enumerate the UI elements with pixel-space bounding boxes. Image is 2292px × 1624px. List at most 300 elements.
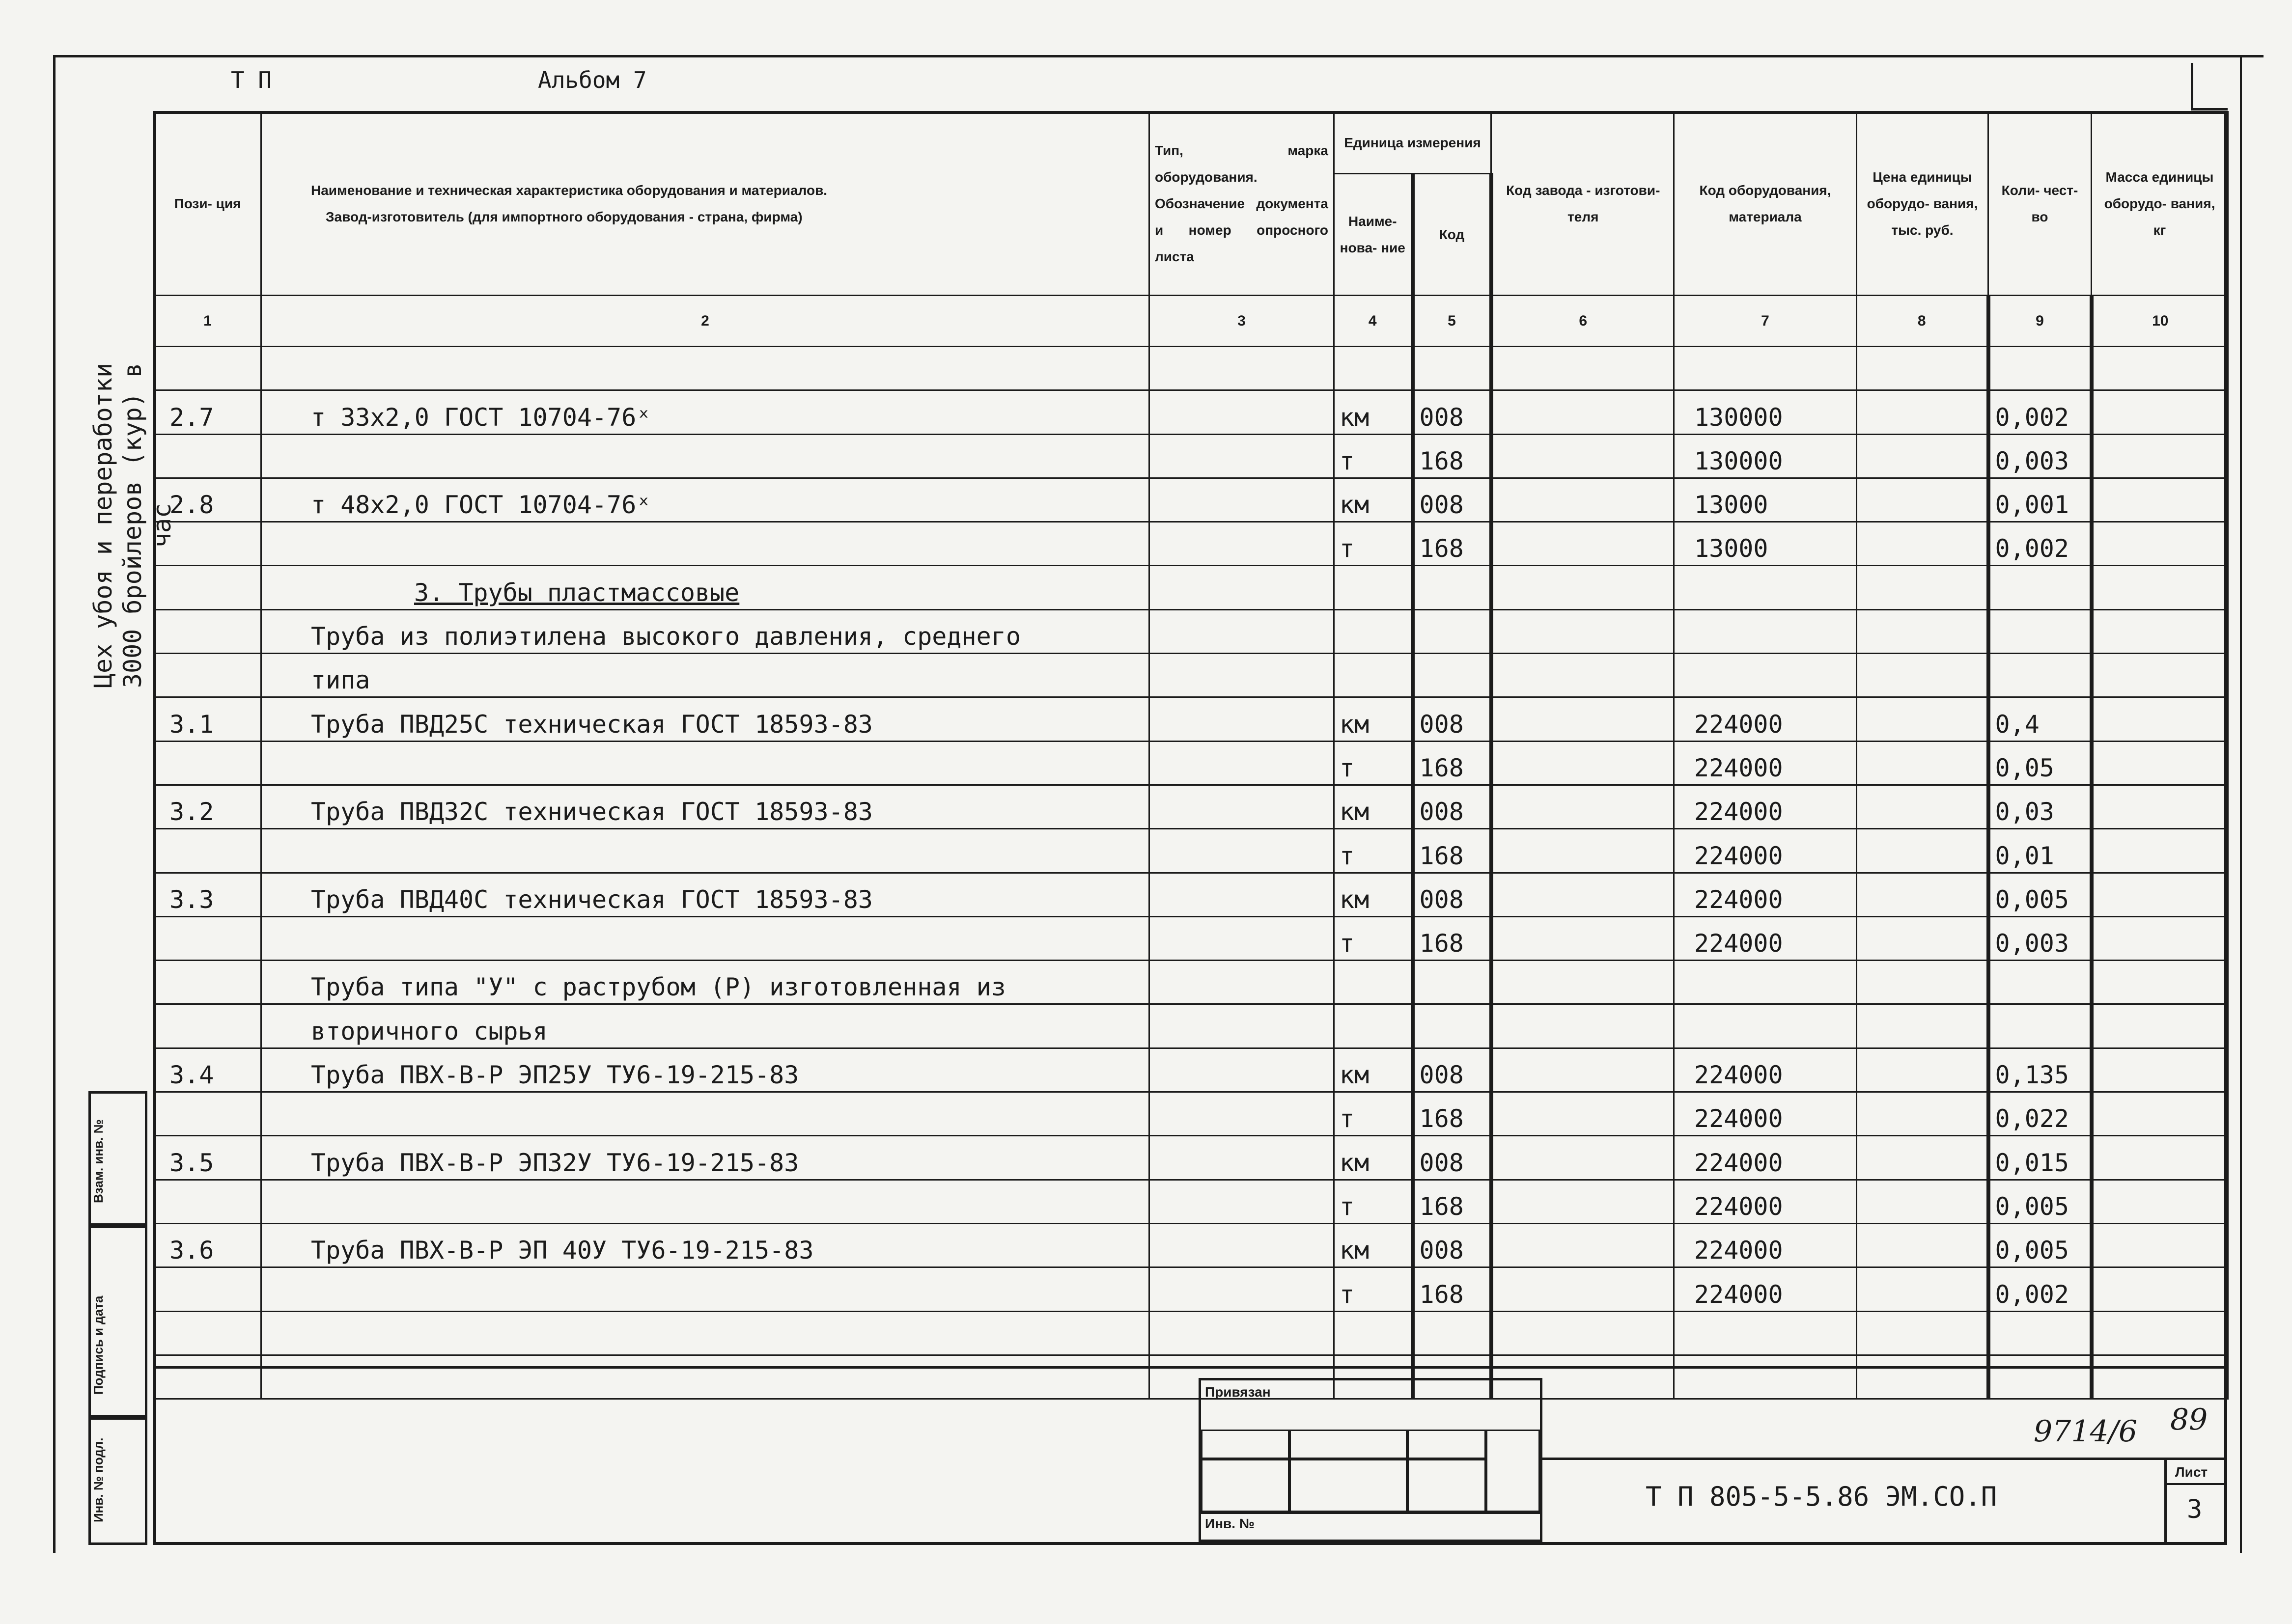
row-material-code: 224000 [1674, 1136, 1857, 1180]
table-row [154, 829, 2228, 873]
row-unit-code: 008 [1413, 390, 1491, 434]
row-position [154, 1092, 261, 1136]
row-type [1149, 390, 1334, 434]
row-type [1149, 1223, 1334, 1267]
row-price [1857, 390, 1988, 434]
row-factory-code [1491, 961, 1674, 1004]
table-row [154, 347, 2228, 390]
row-mass [2092, 566, 2228, 609]
row-name [261, 741, 1149, 785]
row-quantity [1988, 566, 2092, 609]
table-row [154, 1355, 2228, 1399]
column-number-9: 9 [1988, 296, 2092, 347]
row-name: Труба типа "У" с раструбом (Р) изготовленная из [261, 961, 1149, 1004]
row-material-code [1674, 609, 1857, 653]
row-type [1149, 609, 1334, 653]
row-mass [2092, 785, 2228, 828]
row-mass [2092, 1092, 2228, 1136]
row-position [154, 347, 261, 390]
row-name [261, 434, 1149, 478]
outer-left-border [53, 55, 56, 1553]
table-row [154, 873, 2228, 916]
table-row [154, 1311, 2228, 1355]
row-unit: т [1334, 1092, 1413, 1136]
row-mass [2092, 873, 2228, 916]
replacement-inv-box [88, 1091, 147, 1226]
row-material-code [1674, 566, 1857, 609]
row-unit-code: 008 [1413, 785, 1491, 828]
table-row [154, 522, 2228, 566]
column-number-1: 1 [154, 296, 261, 347]
row-unit-code: 168 [1413, 1180, 1491, 1223]
row-factory-code [1491, 390, 1674, 434]
row-unit-code [1413, 654, 1491, 697]
row-name [261, 1311, 1149, 1355]
row-position [154, 1267, 261, 1311]
row-position [154, 916, 261, 960]
table-row [154, 1004, 2228, 1048]
row-unit-code: 008 [1413, 1136, 1491, 1180]
binding-box [1199, 1378, 1542, 1542]
row-unit-code: 168 [1413, 434, 1491, 478]
left-stamp-column [88, 1091, 150, 1545]
row-quantity: 0,001 [1988, 478, 2092, 522]
row-material-code: 224000 [1674, 1092, 1857, 1136]
row-position [154, 522, 261, 566]
binding-grid-1 [1201, 1430, 1289, 1459]
row-name: 3. Трубы пластмассовые [261, 566, 1149, 609]
table-row [154, 961, 2228, 1004]
row-position [154, 1004, 261, 1048]
row-price [1857, 785, 1988, 828]
row-factory-code [1491, 1136, 1674, 1180]
row-type [1149, 1004, 1334, 1048]
bound-label: Привязан [1205, 1384, 1271, 1400]
series-label: Т П [231, 67, 272, 93]
row-price [1857, 1267, 1988, 1311]
binding-grid-7 [1486, 1430, 1540, 1512]
row-quantity: 0,005 [1988, 1223, 2092, 1267]
row-material-code: 13000 [1674, 478, 1857, 522]
row-factory-code [1491, 1311, 1674, 1355]
page-handwritten: 89 [2170, 1403, 2208, 1437]
row-position: 3.6 [154, 1223, 261, 1267]
table-row [154, 1223, 2228, 1267]
header-unit-code: Код [1413, 174, 1491, 296]
row-quantity: 0,022 [1988, 1092, 2092, 1136]
row-position: 3.2 [154, 785, 261, 828]
row-quantity [1988, 1004, 2092, 1048]
row-unit-code [1413, 609, 1491, 653]
row-mass [2092, 347, 2228, 390]
row-type [1149, 654, 1334, 697]
row-factory-code [1491, 1180, 1674, 1223]
row-position: 3.5 [154, 1136, 261, 1180]
row-unit-code: 008 [1413, 1048, 1491, 1092]
row-name [261, 829, 1149, 873]
row-factory-code [1491, 785, 1674, 828]
row-mass [2092, 1048, 2228, 1092]
row-unit-code: 008 [1413, 873, 1491, 916]
row-position: 3.1 [154, 697, 261, 741]
row-material-code [1674, 961, 1857, 1004]
row-position [154, 961, 261, 1004]
row-unit [1334, 609, 1413, 653]
row-name: Труба ПВД32С техническая ГОСТ 18593-83 [261, 785, 1149, 828]
header-unit-name: Наиме- нова- ние [1334, 174, 1413, 296]
row-position: 2.7 [154, 390, 261, 434]
row-name [261, 1180, 1149, 1223]
row-mass [2092, 1355, 2228, 1399]
row-name: т 33х2,0 ГОСТ 10704-76ˣ [261, 390, 1149, 434]
binding-grid-4 [1201, 1459, 1289, 1512]
row-type [1149, 873, 1334, 916]
row-mass [2092, 1223, 2228, 1267]
row-price [1857, 873, 1988, 916]
row-unit [1334, 347, 1413, 390]
row-price [1857, 741, 1988, 785]
row-factory-code [1491, 434, 1674, 478]
row-mass [2092, 1267, 2228, 1311]
row-price [1857, 1004, 1988, 1048]
row-type [1149, 829, 1334, 873]
row-quantity: 0,003 [1988, 916, 2092, 960]
row-unit [1334, 1311, 1413, 1355]
row-mass [2092, 961, 2228, 1004]
row-quantity: 0,03 [1988, 785, 2092, 828]
signature-date-box [88, 1226, 147, 1417]
header-quantity: Коли- чест- во [1988, 112, 2092, 296]
row-position [154, 741, 261, 785]
row-name: Труба ПВД25С техническая ГОСТ 18593-83 [261, 697, 1149, 741]
row-price [1857, 654, 1988, 697]
row-unit: км [1334, 873, 1413, 916]
header-name-line2: Завод-изготовитель (для импортного оборудования - страна, фирма) [326, 209, 803, 224]
row-position [154, 434, 261, 478]
row-quantity: 0,002 [1988, 522, 2092, 566]
row-quantity: 0,002 [1988, 1267, 2092, 1311]
row-position: 3.3 [154, 873, 261, 916]
row-position [154, 829, 261, 873]
header-factory-code: Код завода - изготови- теля [1491, 112, 1674, 296]
row-quantity: 0,015 [1988, 1136, 2092, 1180]
row-unit-code: 008 [1413, 697, 1491, 741]
row-name [261, 1355, 1149, 1399]
row-price [1857, 697, 1988, 741]
row-price [1857, 1311, 1988, 1355]
row-type [1149, 1136, 1334, 1180]
row-factory-code [1491, 478, 1674, 522]
row-unit-code: 168 [1413, 1092, 1491, 1136]
row-position [154, 609, 261, 653]
title-block-divider [153, 1366, 2227, 1369]
row-factory-code [1491, 916, 1674, 960]
row-material-code: 224000 [1674, 829, 1857, 873]
column-number-7: 7 [1674, 296, 1857, 347]
row-position [154, 1180, 261, 1223]
row-factory-code [1491, 697, 1674, 741]
row-unit: т [1334, 916, 1413, 960]
row-mass [2092, 654, 2228, 697]
column-number-10: 10 [2092, 296, 2228, 347]
row-type [1149, 1311, 1334, 1355]
row-type [1149, 1267, 1334, 1311]
row-price [1857, 916, 1988, 960]
row-unit [1334, 566, 1413, 609]
row-material-code: 224000 [1674, 1223, 1857, 1267]
row-position: 2.8 [154, 478, 261, 522]
row-price [1857, 1092, 1988, 1136]
document-code: Т П 805-5-5.86 ЭМ.СО.П [1646, 1481, 1997, 1512]
row-mass [2092, 609, 2228, 653]
row-material-code [1674, 654, 1857, 697]
table-row [154, 916, 2228, 960]
original-inv-label: Инв. № подл. [91, 1437, 106, 1522]
row-mass [2092, 1004, 2228, 1048]
row-name [261, 347, 1149, 390]
row-name [261, 1092, 1149, 1136]
binding-grid-5 [1289, 1459, 1407, 1512]
table-row [154, 1180, 2228, 1223]
row-quantity: 0,002 [1988, 390, 2092, 434]
row-position [154, 566, 261, 609]
row-unit: км [1334, 390, 1413, 434]
binding-grid-2 [1289, 1430, 1407, 1459]
row-position [154, 1311, 261, 1355]
row-price [1857, 1136, 1988, 1180]
row-quantity: 0,01 [1988, 829, 2092, 873]
header-name-line1: Наименование и техническая характеристика оборудования и материалов. [311, 182, 828, 198]
row-unit: км [1334, 697, 1413, 741]
row-name [261, 1267, 1149, 1311]
row-unit [1334, 961, 1413, 1004]
row-unit: км [1334, 1223, 1413, 1267]
table-row [154, 1048, 2228, 1092]
row-material-code: 130000 [1674, 434, 1857, 478]
row-mass [2092, 1180, 2228, 1223]
row-unit: т [1334, 434, 1413, 478]
specification-table [153, 111, 2229, 1400]
row-type [1149, 478, 1334, 522]
outer-top-border [53, 55, 2264, 57]
row-unit: т [1334, 741, 1413, 785]
table-row [154, 654, 2228, 697]
column-number-2: 2 [261, 296, 1149, 347]
row-mass [2092, 1136, 2228, 1180]
table-row [154, 697, 2228, 741]
row-factory-code [1491, 1223, 1674, 1267]
original-inv-box [88, 1417, 147, 1545]
row-material-code: 224000 [1674, 1180, 1857, 1223]
row-material-code [1674, 1355, 1857, 1399]
album-label: Альбом 7 [538, 67, 647, 93]
column-number-3: 3 [1149, 296, 1334, 347]
row-factory-code [1491, 609, 1674, 653]
row-quantity: 0,4 [1988, 697, 2092, 741]
row-unit-code: 168 [1413, 741, 1491, 785]
sheet-number: 3 [2187, 1495, 2203, 1524]
row-type [1149, 434, 1334, 478]
row-mass [2092, 697, 2228, 741]
row-unit: т [1334, 522, 1413, 566]
row-unit: км [1334, 785, 1413, 828]
sheet-label: Лист [2175, 1464, 2208, 1480]
row-unit: т [1334, 829, 1413, 873]
row-mass [2092, 741, 2228, 785]
row-name: вторичного сырья [261, 1004, 1149, 1048]
row-quantity: 0,05 [1988, 741, 2092, 785]
row-unit-code: 168 [1413, 1267, 1491, 1311]
row-factory-code [1491, 347, 1674, 390]
row-price [1857, 566, 1988, 609]
row-quantity [1988, 609, 2092, 653]
table-row [154, 390, 2228, 434]
column-number-5: 5 [1413, 296, 1491, 347]
header-name [261, 112, 1149, 296]
row-quantity [1988, 1355, 2092, 1399]
row-type [1149, 347, 1334, 390]
table-row [154, 741, 2228, 785]
row-name: Труба ПВХ-В-Р ЭП 40У ТУ6-19-215-83 [261, 1223, 1149, 1267]
outer-right-border [2240, 55, 2242, 1553]
inv-row-line [1201, 1512, 1540, 1514]
row-unit: т [1334, 1180, 1413, 1223]
row-type [1149, 785, 1334, 828]
row-name: т 48х2,0 ГОСТ 10704-76ˣ [261, 478, 1149, 522]
table-row [154, 434, 2228, 478]
row-quantity: 0,003 [1988, 434, 2092, 478]
row-unit-code: 168 [1413, 829, 1491, 873]
row-material-code: 224000 [1674, 916, 1857, 960]
row-mass [2092, 434, 2228, 478]
row-mass [2092, 829, 2228, 873]
row-unit [1334, 654, 1413, 697]
row-unit-code [1413, 961, 1491, 1004]
row-type [1149, 1180, 1334, 1223]
header-unit-group: Единица измерения [1334, 112, 1491, 174]
row-material-code [1674, 1311, 1857, 1355]
row-price [1857, 347, 1988, 390]
row-price [1857, 434, 1988, 478]
row-type [1149, 566, 1334, 609]
row-quantity [1988, 654, 2092, 697]
row-material-code: 224000 [1674, 1048, 1857, 1092]
row-name [261, 916, 1149, 960]
row-factory-code [1491, 741, 1674, 785]
row-unit: км [1334, 478, 1413, 522]
row-quantity [1988, 347, 2092, 390]
column-number-row [154, 296, 2228, 347]
row-mass [2092, 1311, 2228, 1355]
row-factory-code [1491, 873, 1674, 916]
row-unit: т [1334, 1267, 1413, 1311]
header-position: Пози- ция [154, 112, 261, 296]
row-name [261, 522, 1149, 566]
row-factory-code [1491, 1004, 1674, 1048]
binding-grid-3 [1407, 1430, 1486, 1459]
row-type [1149, 1092, 1334, 1136]
row-type [1149, 522, 1334, 566]
row-type [1149, 1048, 1334, 1092]
inv-label: Инв. № [1205, 1516, 1255, 1531]
row-price [1857, 1223, 1988, 1267]
corner-mark [2191, 63, 2228, 110]
row-name: Труба из полиэтилена высокого давления, среднего [261, 609, 1149, 653]
binding-grid-6 [1407, 1459, 1486, 1512]
row-name: типа [261, 654, 1149, 697]
column-number-6: 6 [1491, 296, 1674, 347]
archive-number: 9714/6 [2034, 1414, 2138, 1449]
row-unit: км [1334, 1048, 1413, 1092]
row-mass [2092, 478, 2228, 522]
table-row [154, 566, 2228, 609]
column-number-8: 8 [1857, 296, 1988, 347]
row-price [1857, 961, 1988, 1004]
row-unit-code: 008 [1413, 1223, 1491, 1267]
header-price: Цена единицы оборудо- вания, тыс. руб. [1857, 112, 1988, 296]
row-name: Труба ПВХ-В-Р ЭП25У ТУ6-19-215-83 [261, 1048, 1149, 1092]
row-factory-code [1491, 654, 1674, 697]
row-unit-code [1413, 1311, 1491, 1355]
row-position: 3.4 [154, 1048, 261, 1092]
row-factory-code [1491, 522, 1674, 566]
row-unit: км [1334, 1136, 1413, 1180]
row-type [1149, 697, 1334, 741]
row-material-code [1674, 347, 1857, 390]
row-name: Труба ПВД40С техническая ГОСТ 18593-83 [261, 873, 1149, 916]
replacement-inv-label: Взам. инв. № [91, 1119, 106, 1203]
row-price [1857, 1355, 1988, 1399]
table-row [154, 785, 2228, 828]
row-quantity [1988, 961, 2092, 1004]
side-project-title: Цех убоя и переработки 3000 бройлеров (кур) в час [89, 362, 176, 688]
row-mass [2092, 390, 2228, 434]
row-name: Труба ПВХ-В-Р ЭП32У ТУ6-19-215-83 [261, 1136, 1149, 1180]
row-type [1149, 741, 1334, 785]
row-quantity: 0,005 [1988, 873, 2092, 916]
header-mass: Масса единицы оборудо- вания, кг [2092, 112, 2228, 296]
row-quantity: 0,005 [1988, 1180, 2092, 1223]
row-factory-code [1491, 829, 1674, 873]
row-type [1149, 961, 1334, 1004]
row-material-code: 224000 [1674, 741, 1857, 785]
row-price [1857, 522, 1988, 566]
header-material-code: Код оборудования, материала [1674, 112, 1857, 296]
table-row [154, 1267, 2228, 1311]
row-factory-code [1491, 1048, 1674, 1092]
row-type [1149, 916, 1334, 960]
table-row [154, 1136, 2228, 1180]
row-material-code: 130000 [1674, 390, 1857, 434]
title-row-top [1540, 1458, 2227, 1460]
table-row [154, 1092, 2228, 1136]
row-position [154, 1355, 261, 1399]
row-material-code: 13000 [1674, 522, 1857, 566]
row-material-code: 224000 [1674, 785, 1857, 828]
row-unit [1334, 1004, 1413, 1048]
row-material-code [1674, 1004, 1857, 1048]
row-unit-code: 168 [1413, 522, 1491, 566]
signature-date-label: Подпись и дата [91, 1295, 106, 1395]
row-unit-code [1413, 566, 1491, 609]
table-row [154, 478, 2228, 522]
specification-rows [154, 347, 2228, 1399]
sheet-box-left [2164, 1458, 2167, 1545]
row-price [1857, 829, 1988, 873]
row-quantity: 0,135 [1988, 1048, 2092, 1092]
row-mass [2092, 916, 2228, 960]
row-factory-code [1491, 1267, 1674, 1311]
